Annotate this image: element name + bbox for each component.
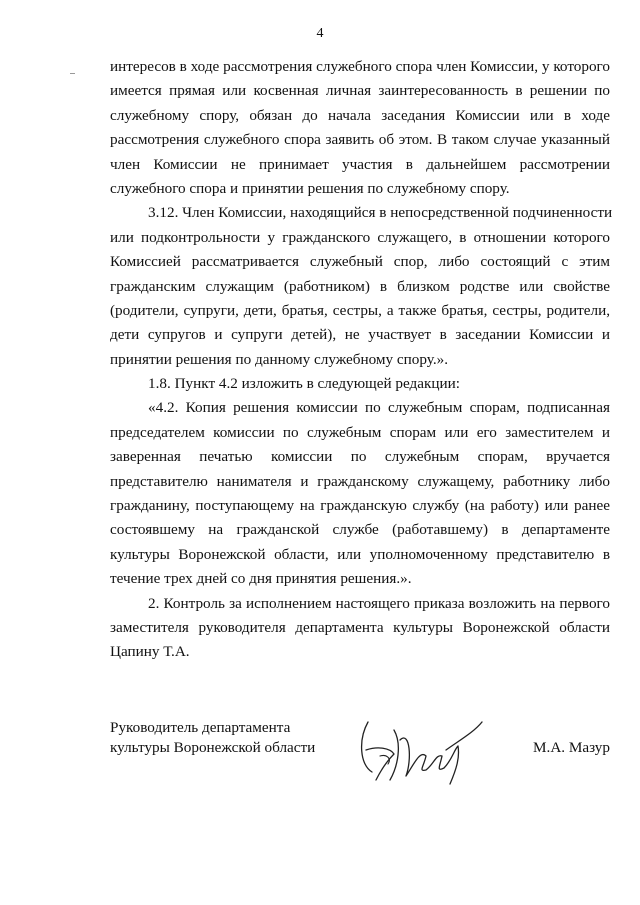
text-line: рассмотрения служебного спора заявить об этом. В таком случае указанный xyxy=(110,131,610,149)
text-line: гражданину, поступающему на гражданскую службу (на работу) или ранее xyxy=(110,497,610,515)
text-line: председателем комиссии по служебным спорам или его заместителем и xyxy=(110,423,610,441)
handwritten-signature xyxy=(350,710,490,790)
text-line: течение трех дней со дня принятия решения.». xyxy=(110,570,412,588)
text-line: представителю нанимателя и гражданскому служащему, работнику либо xyxy=(110,472,610,490)
text-line: 2. Контроль за исполнением настоящего приказа возложить на первого xyxy=(148,594,610,612)
text-line: служебному спору, обязан до начала заседания Комиссии или в ходе xyxy=(110,106,610,124)
text-line: (родители, супруги, дети, братья, сестры, а также братья, сестры, родители, xyxy=(110,301,610,319)
signatory-title-line-2: культуры Воронежской области xyxy=(110,739,316,756)
text-line: гражданским служащим (работником) в близком родстве или свойстве xyxy=(110,277,610,295)
text-line: 1.8. Пункт 4.2 изложить в следующей редакции: xyxy=(148,375,461,393)
page-number: 4 xyxy=(316,26,324,41)
text-line: культуры Воронежской области, или уполномоченному представителю в xyxy=(110,545,610,563)
text-line: Комиссией рассматривается служебный спор, либо состоящий с этим xyxy=(110,253,610,271)
signatory-title xyxy=(110,718,315,758)
margin-mark xyxy=(70,73,75,74)
text-line: или подконтрольности у гражданского служащего, в отношении которого xyxy=(110,228,610,246)
text-line: дети супругов и супруги детей), не участвует в заседании Комиссии и xyxy=(110,326,610,344)
text-line: интересов в ходе рассмотрения служебного спора член Комиссии, у которого xyxy=(110,58,610,75)
signature-block xyxy=(110,718,610,788)
text-line: принятии решения по данному служебному спору.». xyxy=(110,350,449,368)
text-line: состоявшему на гражданской службе (работавшему) в департаменте xyxy=(110,521,610,539)
text-line: член Комиссии не принимает участия в дальнейшем рассмотрении xyxy=(110,155,610,173)
text-line: имеется прямая или косвенная личная заинтересованность в решении по xyxy=(110,82,610,100)
text-line: заверенная печатью комиссии по служебным спорам, вручается xyxy=(110,448,610,466)
text-line: служебного спора и принятии решения по служебному спору. xyxy=(110,179,510,197)
text-line: Цапину Т.А. xyxy=(110,643,190,661)
text-line: 3.12. Член Комиссии, находящийся в непосредственной подчиненности xyxy=(148,204,613,222)
text-line: «4.2. Копия решения комиссии по служебным спорам, подписанная xyxy=(148,399,610,417)
signatory-title-line-1: Руководитель департамента xyxy=(110,719,291,736)
text-line: заместителя руководителя департамента культуры Воронежской области xyxy=(110,618,610,636)
document-body xyxy=(110,55,613,665)
signatory-name: М.А. Мазур xyxy=(533,739,610,756)
